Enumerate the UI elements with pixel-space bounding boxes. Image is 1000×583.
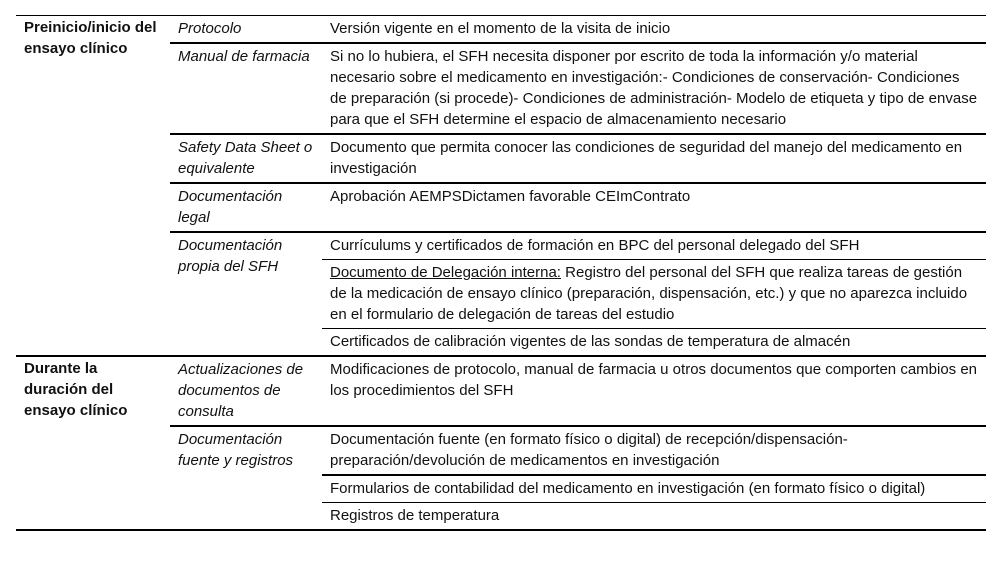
description-cell: Formularios de contabilidad del medicamento en investigación (en formato físico o digital) bbox=[322, 475, 986, 503]
description-cell: Versión vigente en el momento de la visita de inicio bbox=[330, 20, 671, 37]
description-cell: Currículums y certificados de formación en BPC del personal delegado del SFH bbox=[322, 232, 986, 260]
description-cell: Si no lo hubiera, el SFH necesita disponer por escrito de toda la información y/o material necesario sobre el medicamento en investigación:- Condiciones de conservación- Condiciones de preparación (si procede)- Condiciones de administración- Modelo de etiqueta y tipo de envase para que el SFH determine el espacio de almacenamiento necesario bbox=[322, 43, 986, 134]
description-cell: Certificados de calibración vigentes de las sondas de temperatura de almacén bbox=[322, 329, 986, 357]
category-label: Protocolo bbox=[178, 20, 242, 37]
category-label: Manual de farmacia bbox=[170, 43, 322, 134]
category-label: Documentación propia del SFH bbox=[170, 232, 322, 356]
phase-label: Durante la duración del ensayo clínico bbox=[16, 356, 170, 530]
description-cell: Documento que permita conocer las condiciones de seguridad del manejo del medicamento en investigación bbox=[322, 134, 986, 183]
table-row bbox=[16, 356, 986, 426]
category-label: Actualizaciones de documentos de consulta bbox=[170, 356, 322, 426]
description-cell: Aprobación AEMPSDictamen favorable CEImContrato bbox=[322, 183, 986, 232]
description-cell: Modificaciones de protocolo, manual de farmacia u otros documentos que comporten cambios en los procedimientos del SFH bbox=[322, 356, 986, 426]
category-label: Documentación legal bbox=[170, 183, 322, 232]
category-label: Safety Data Sheet o equivalente bbox=[170, 134, 322, 183]
documentation-table bbox=[16, 15, 986, 531]
description-cell: Documentación fuente (en formato físico o digital) de recepción/dispensación-preparación/devolución de medicamentos en investigación bbox=[322, 426, 986, 475]
phase-label: Preinicio/inicio del ensayo clínico bbox=[24, 19, 157, 57]
delegation-doc-title: Documento de Delegación interna: bbox=[330, 264, 561, 281]
table-row bbox=[16, 16, 986, 44]
category-label: Documentación fuente y registros bbox=[170, 426, 322, 530]
description-cell: Registros de temperatura bbox=[322, 503, 986, 531]
description-cell bbox=[322, 260, 986, 329]
delegation-doc-body: Registro del personal del SFH que realiza tareas de gestión de la medicación de ensayo clínico (preparación, dispensación, etc.) y que no aparezca incluido en el formulario de delegación de tareas del estudio bbox=[330, 264, 968, 323]
